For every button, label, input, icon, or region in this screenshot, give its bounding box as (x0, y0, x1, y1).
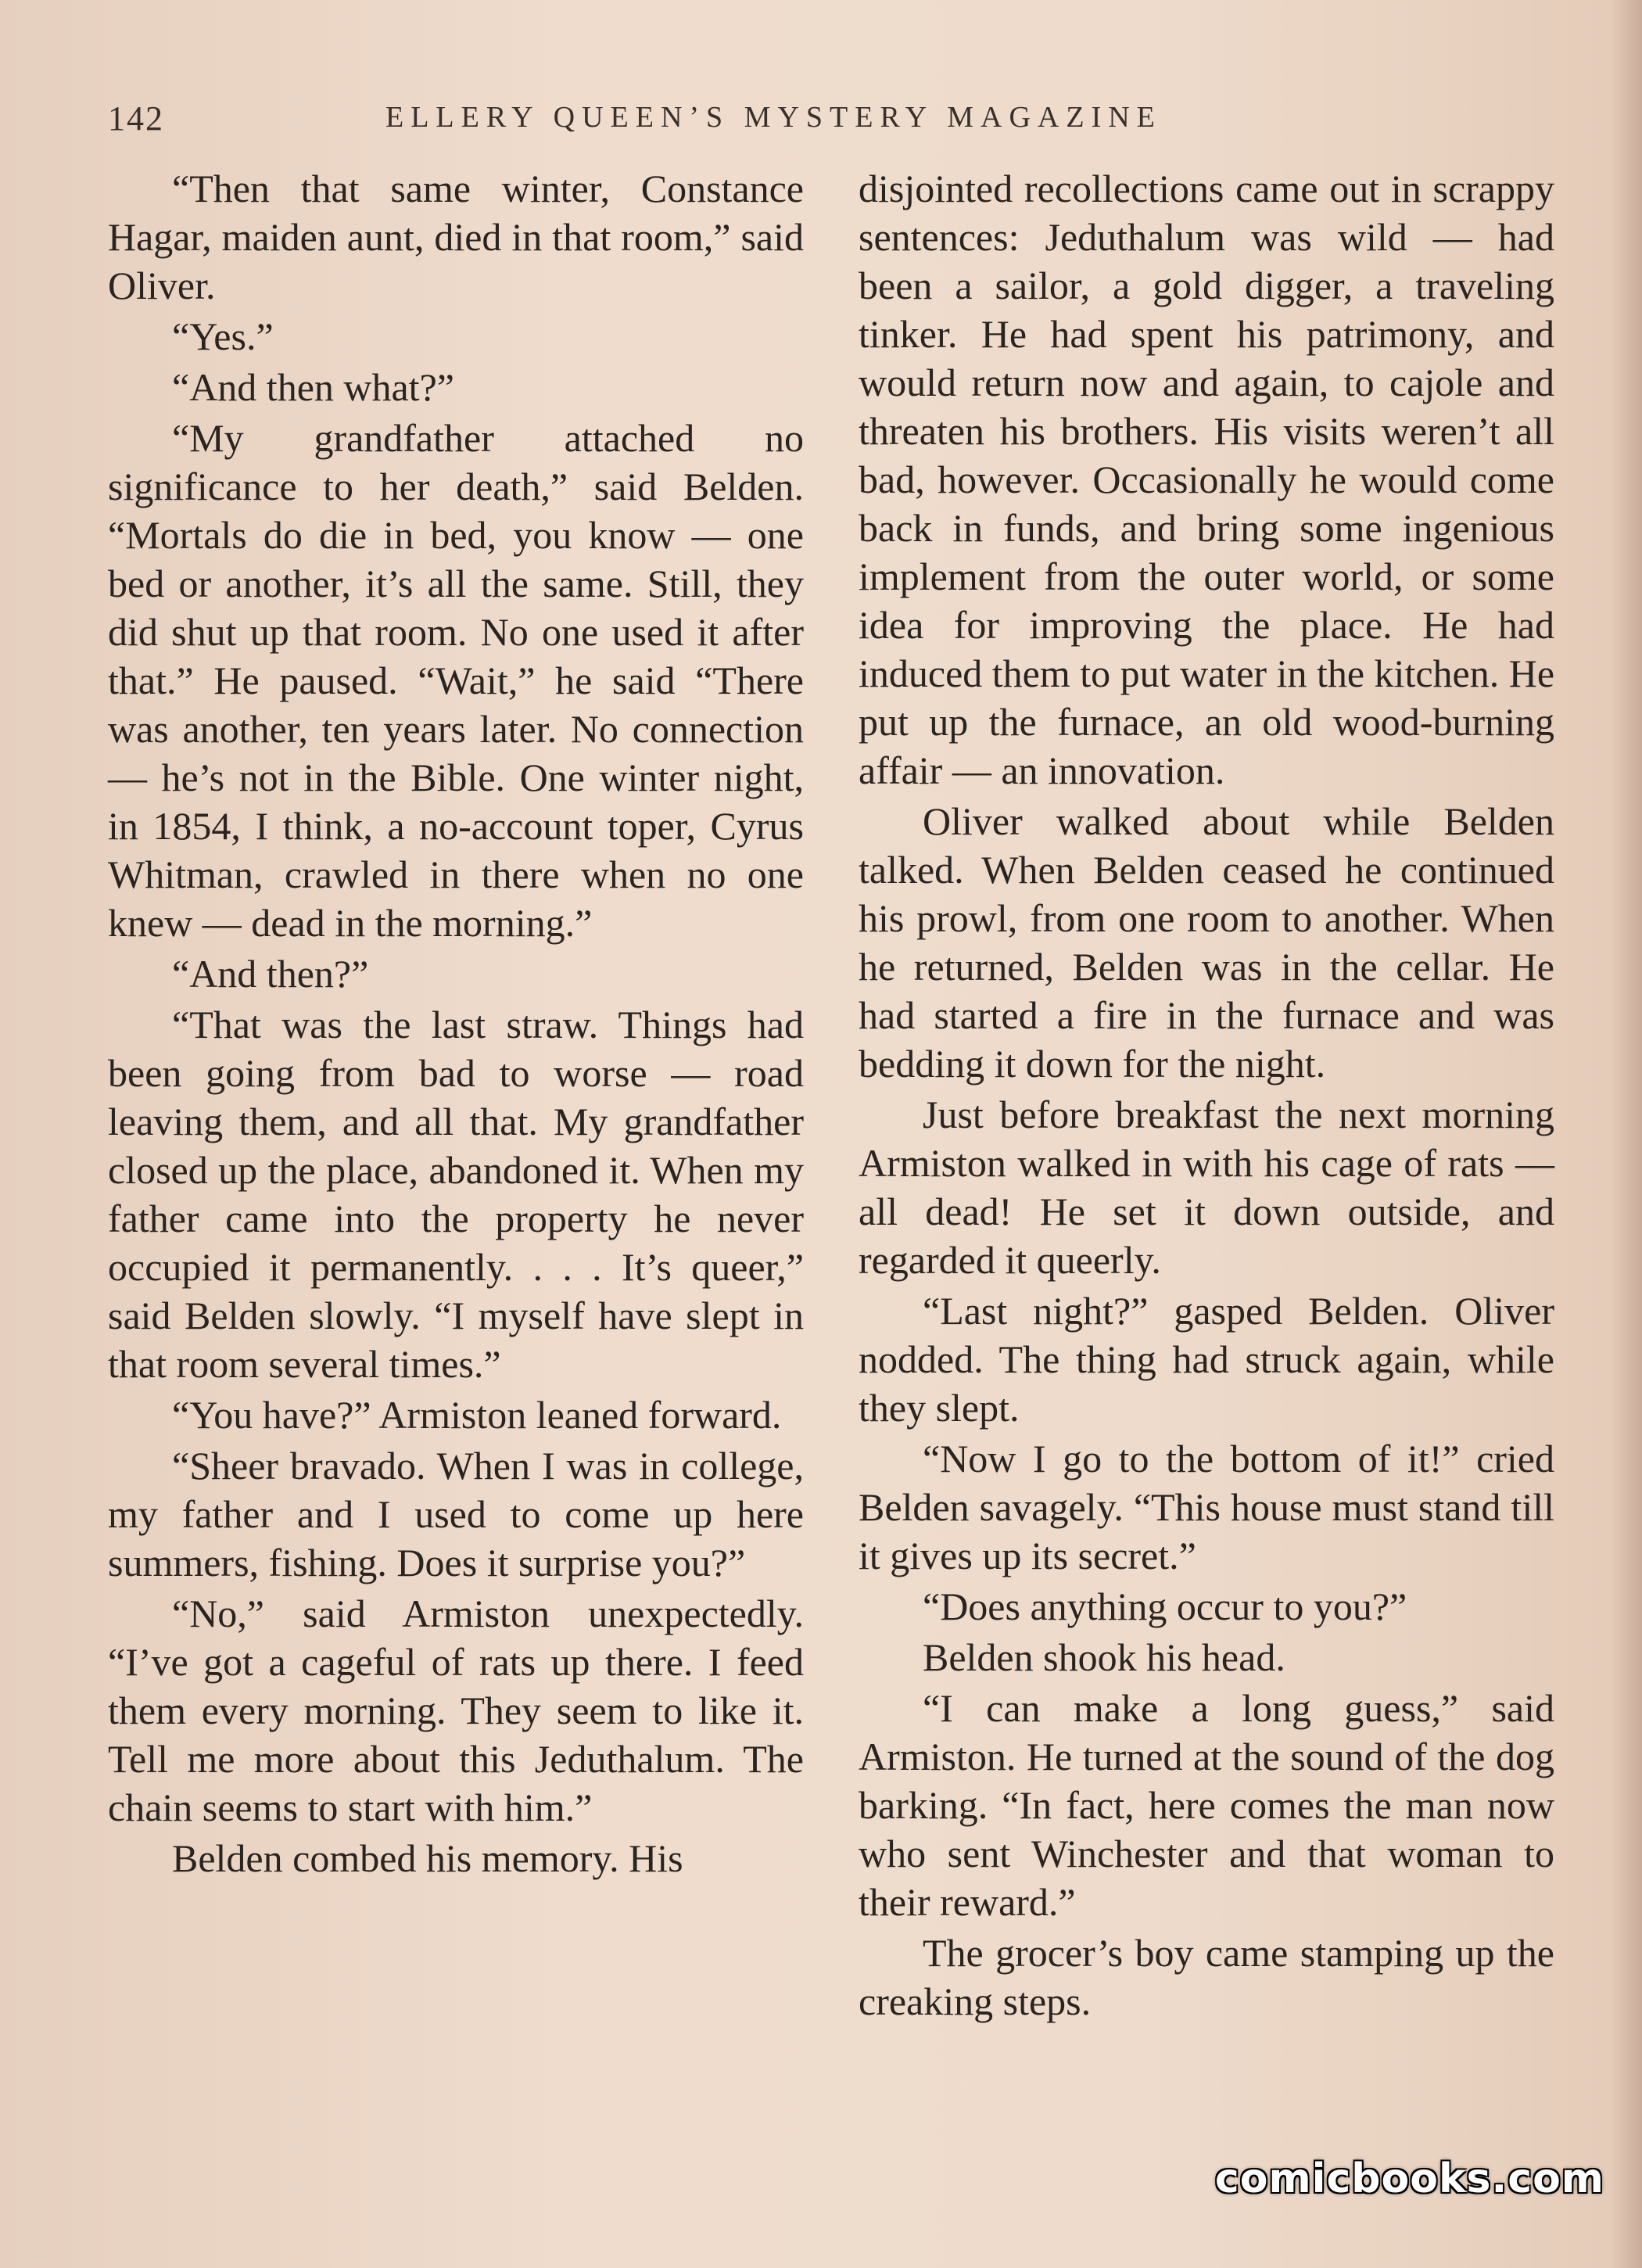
paragraph: “That was the last straw. Things had been going from bad to worse — road leaving them, and all that. My grandfather closed up the place, abandoned it. When my father came into the property he never occupied it permanently. . . . It’s queer,” said Belden slowly. “I myself have slept in that room several times.” (108, 1003, 804, 1386)
paragraph: “And then what?” (172, 365, 454, 409)
running-title: ELLERY QUEEN’S MYSTERY MAGAZINE (385, 101, 1162, 134)
paragraph: “Then that same winter, Constance Hagar, maiden aunt, died in that room,” said Oliver. (108, 167, 804, 307)
paragraph: Belden shook his head. (923, 1635, 1285, 1679)
paragraph: The grocer’s boy came stamping up the creaking steps. (859, 1931, 1554, 2023)
paragraph: “Now I go to the bottom of it!” cried Belden savagely. “This house must stand till it gives up its secret.” (859, 1437, 1554, 1577)
page-edge-shadow (1611, 0, 1642, 2268)
paragraph: “You have?” Armiston leaned forward. (172, 1393, 782, 1437)
right-column (859, 164, 1554, 2028)
page-number: 142 (108, 99, 164, 138)
paragraph: “I can make a long guess,” said Armiston. He turned at the sound of the dog barking. “In fact, here comes the man now who sent Winchester and that woman to their reward.” (859, 1686, 1554, 1924)
paragraph: “Yes.” (172, 314, 274, 358)
paragraph: disjointed recollections came out in scrappy sentences: Jeduthalum was wild — had been a sailor, a gold digger, a traveling tinker. He had spent his patrimony, and would return now and again, to cajole and threaten his brothers. His visits weren’t all bad, however. Occasionally he would come back in funds, and bring some ingenious implement from the outer world, or some idea for improving the place. He had induced them to put water in the kitchen. He put up the furnace, an old wood-burning affair — an innovation. (859, 167, 1555, 792)
watermark: comicbooks.com (1214, 2155, 1604, 2202)
paragraph: “My grandfather attached no significance to her death,” said Belden. “Mortals do die in bed, you know — one bed or another, it’s all the same. Still, they did shut up that room. No one used it after that.” He paused. “Wait,” he said “There was another, ten years later. No connection — he’s not in the Bible. One winter night, in 1854, I think, a no-account toper, Cyrus Whitman, crawled in there when no one knew — dead in the morning.” (108, 416, 804, 945)
paragraph: Oliver walked about while Belden talked. When Belden ceased he continued his prowl, from one room to another. When he returned, Belden was in the cellar. He had started a fire in the furnace and was bedding it down for the night. (859, 799, 1554, 1086)
page-header (108, 92, 1594, 147)
paragraph: Belden combed his memory. His (172, 1836, 683, 1880)
paragraph: “Last night?” gasped Belden. Oliver nodded. The thing had struck again, while they slept. (859, 1289, 1554, 1430)
paragraph: “Sheer bravado. When I was in college, my father and I used to come up here summers, fishing. Does it surprise you?” (108, 1444, 804, 1584)
left-column (108, 164, 804, 1885)
paragraph: Just before breakfast the next morning Armiston walked in with his cage of rats — all dead! He set it down outside, and regarded it queerly. (859, 1093, 1554, 1282)
paragraph: “No,” said Armiston unexpectedly. “I’ve got a cageful of rats up there. I feed them every morning. They seem to like it. Tell me more about this Jeduthalum. The chain seems to start with him.” (108, 1592, 804, 1829)
paragraph: “And then?” (172, 952, 369, 996)
paragraph: “Does anything occur to you?” (923, 1584, 1407, 1628)
